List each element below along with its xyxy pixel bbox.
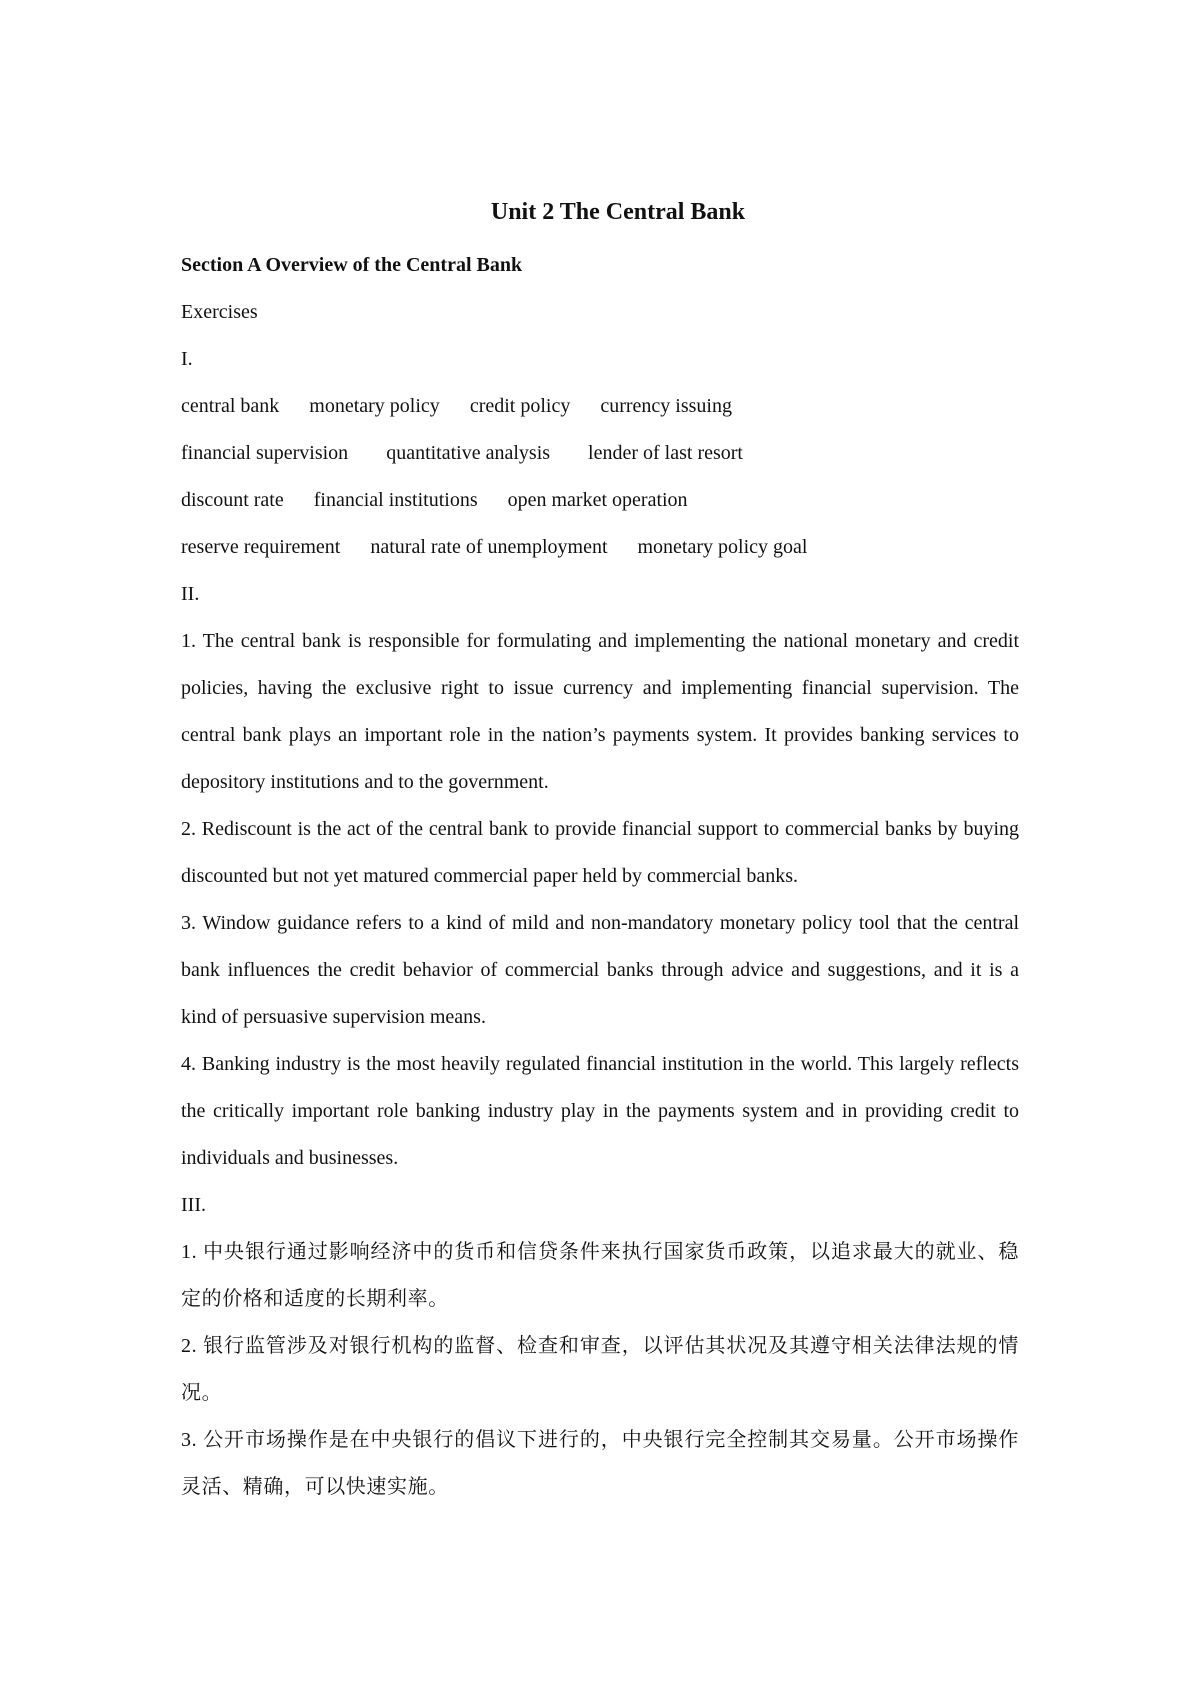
part1-label: I. — [181, 348, 193, 370]
term: natural rate of unemployment — [370, 536, 608, 558]
term: credit policy — [469, 395, 571, 417]
term: discount rate — [181, 489, 284, 511]
term-row-1 — [181, 383, 1019, 430]
document-page — [181, 196, 1019, 1511]
term: monetary policy — [309, 395, 440, 417]
paragraph-answer: 1. The central bank is responsible for formulating and implementing the national monetary and credit policies, having the exclusive right to issue currency and implementing financial supervision. The central bank plays an important role in the nation’s payments system. It provides banking services to depository institutions and to the government. — [181, 630, 1019, 793]
term: central bank — [181, 395, 280, 417]
paragraph-translation: 3. 公开市场操作是在中央银行的倡议下进行的，中央银行完全控制其交易量。公开市场操作灵活、精确，可以快速实施。 — [181, 1429, 1019, 1498]
paragraph-answer: 4. Banking industry is the most heavily regulated financial institution in the world. This largely reflects the critically important role banking industry play in the payments system and in providing credit to individuals and businesses. — [181, 1053, 1019, 1169]
term: financial institutions — [313, 489, 478, 511]
term-row-2 — [181, 430, 1019, 477]
section-heading: Section A Overview of the Central Bank — [181, 254, 523, 276]
paragraph-translation: 2. 银行监管涉及对银行机构的监督、检查和审查，以评估其状况及其遵守相关法律法规的情况。 — [181, 1335, 1019, 1404]
paragraph-answer: 2. Rediscount is the act of the central bank to provide financial support to commercial banks by buying discounted but not yet matured commercial paper held by commercial banks. — [181, 818, 1019, 887]
term: open market operation — [507, 489, 688, 511]
part3-label: III. — [181, 1194, 206, 1216]
paragraph-answer: 3. Window guidance refers to a kind of mild and non-mandatory monetary policy tool that the central bank influences the credit behavior of commercial banks through advice and suggestions, and it is a kind of persuasive supervision means. — [181, 912, 1019, 1028]
paragraph-translation: 1. 中央银行通过影响经济中的货币和信贷条件来执行国家货币政策，以追求最大的就业、稳定的价格和适度的长期利率。 — [181, 1241, 1019, 1310]
term: monetary policy goal — [637, 536, 808, 558]
term: financial supervision — [181, 442, 349, 464]
exercises-label: Exercises — [181, 301, 258, 323]
document-title: Unit 2 The Central Bank — [490, 199, 746, 225]
term: currency issuing — [600, 395, 732, 417]
term-row-4 — [181, 524, 1019, 571]
term-row-3 — [181, 477, 1019, 524]
term: lender of last resort — [588, 442, 743, 464]
part2-label: II. — [181, 583, 200, 605]
term: quantitative analysis — [386, 442, 551, 464]
term: reserve requirement — [181, 536, 341, 558]
